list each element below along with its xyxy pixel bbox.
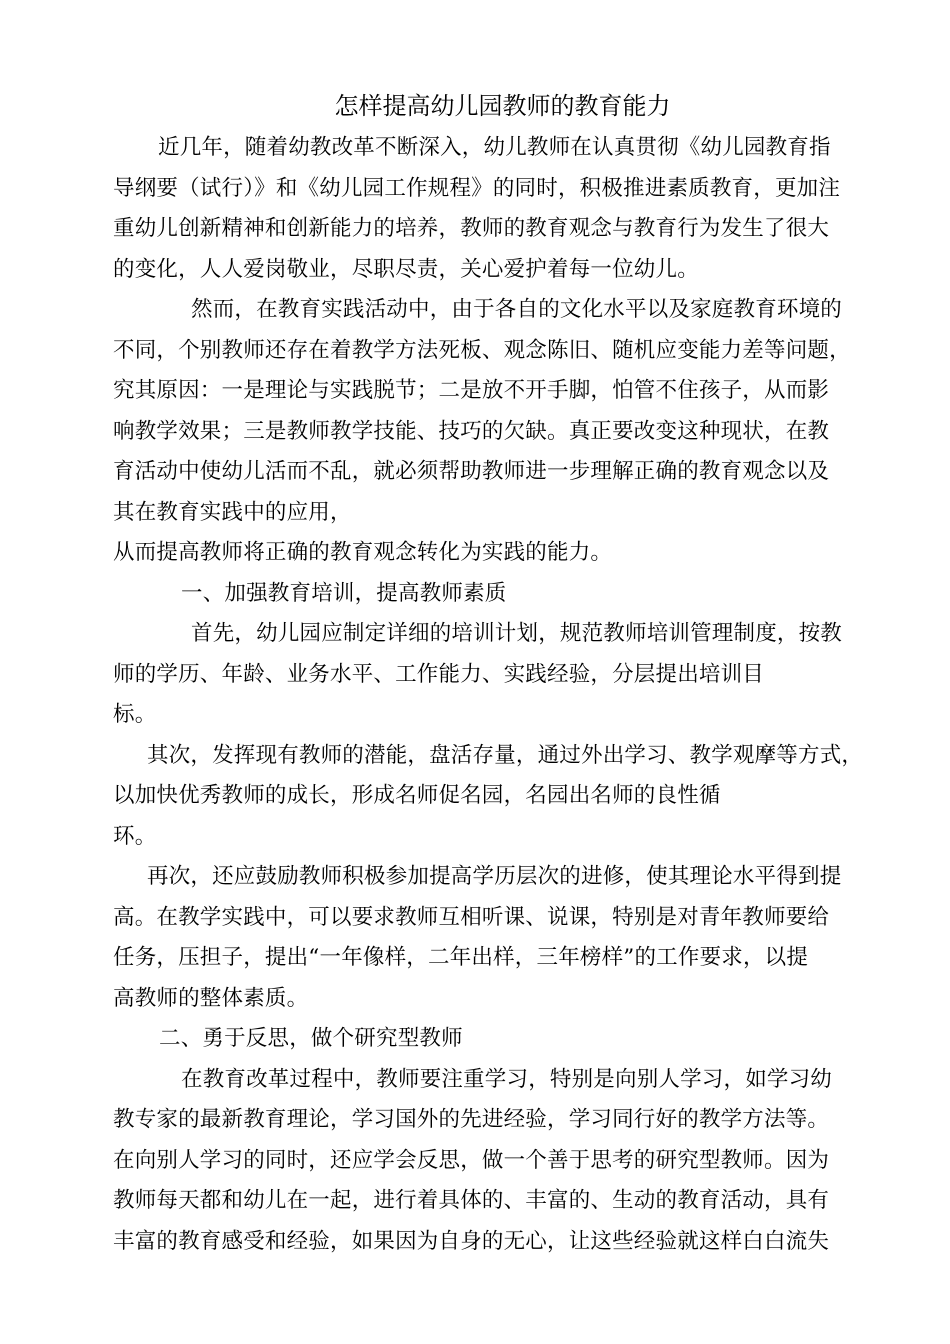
text-line: 不同，个别教师还存在着教学方法死板、观念陈旧、随机应变能力差等问题， bbox=[113, 337, 851, 363]
text-line: 高。在教学实践中，可以要求教师互相听课、说课，特别是对青年教师要给 bbox=[113, 904, 830, 930]
text-line: 环。 bbox=[113, 823, 157, 849]
text-line: 育活动中使幼儿活而不乱，就必须帮助教师进一步理解正确的教育观念以及 bbox=[113, 459, 830, 484]
text-line: 教专家的最新教育理论，学习国外的先进经验，学习同行好的教学方法等。 bbox=[113, 1107, 830, 1132]
document-body bbox=[113, 128, 862, 1262]
text-line: 的变化，人人爱岗敬业，尽职尽责，关心爱护着每一位幼儿。 bbox=[113, 256, 699, 282]
document-title: 怎样提高幼儿园教师的教育能力 bbox=[334, 92, 671, 120]
text-line: 以加快优秀教师的成长，形成名师促名园，名园出名师的良性循 bbox=[113, 783, 721, 808]
text-line: 在向别人学习的同时，还应学会反思，做一个善于思考的研究型教师。因为 bbox=[113, 1147, 830, 1173]
text-line: 丰富的教育感受和经验，如果因为自身的无心，让这些经验就这样白白流失 bbox=[113, 1228, 830, 1254]
text-line: 其在教育实践中的应用， bbox=[113, 499, 352, 525]
text-line: 再次，还应鼓励教师积极参加提高学历层次的进修，使其理论水平得到提 bbox=[147, 864, 842, 889]
text-line: 近几年，随着幼教改革不断深入，幼儿教师在认真贯彻《幼儿园教育指 bbox=[158, 135, 831, 160]
text-line: 任务，压担子，提出“一年像样，二年出样，三年榜样”的工作要求，以提 bbox=[113, 945, 809, 970]
text-line: 重幼儿创新精神和创新能力的培养，教师的教育观念与教育行为发生了很大 bbox=[113, 216, 830, 241]
text-line: 教师每天都和幼儿在一起，进行着具体的、丰富的、生动的教育活动，具有 bbox=[113, 1188, 830, 1213]
text-line: 标。 bbox=[113, 702, 157, 727]
text-line: 然而，在教育实践活动中，由于各自的文化水平以及家庭教育环境的 bbox=[191, 297, 843, 322]
text-line: 在教育改革过程中，教师要注重学习，特别是向别人学习，如学习幼 bbox=[181, 1066, 833, 1092]
text-line: 其次，发挥现有教师的潜能，盘活存量，通过外出学习、教学观摩等方式， bbox=[147, 742, 864, 768]
text-line: 高教师的整体素质。 bbox=[113, 985, 309, 1011]
text-line: 究其原因：一是理论与实践脱节；二是放不开手脚，怕管不住孩子，从而影 bbox=[113, 378, 830, 403]
text-line: 师的学历、年龄、业务水平、工作能力、实践经验，分层提出培训目 bbox=[113, 661, 765, 687]
text-line: 二、勇于反思，做个研究型教师 bbox=[159, 1026, 463, 1051]
text-line: 一、加强教育培训，提高教师素质 bbox=[181, 580, 507, 606]
text-line: 从而提高教师将正确的教育观念转化为实践的能力。 bbox=[113, 540, 613, 565]
text-line: 首先，幼儿园应制定详细的培训计划，规范教师培训管理制度，按教 bbox=[191, 621, 843, 646]
text-line: 导纲要（试行）》和《幼儿园工作规程》的同时，积极推进素质教育，更加注 bbox=[113, 175, 841, 201]
text-line: 响教学效果；三是教师教学技能、技巧的欠缺。真正要改变这种现状，在教 bbox=[113, 418, 830, 444]
